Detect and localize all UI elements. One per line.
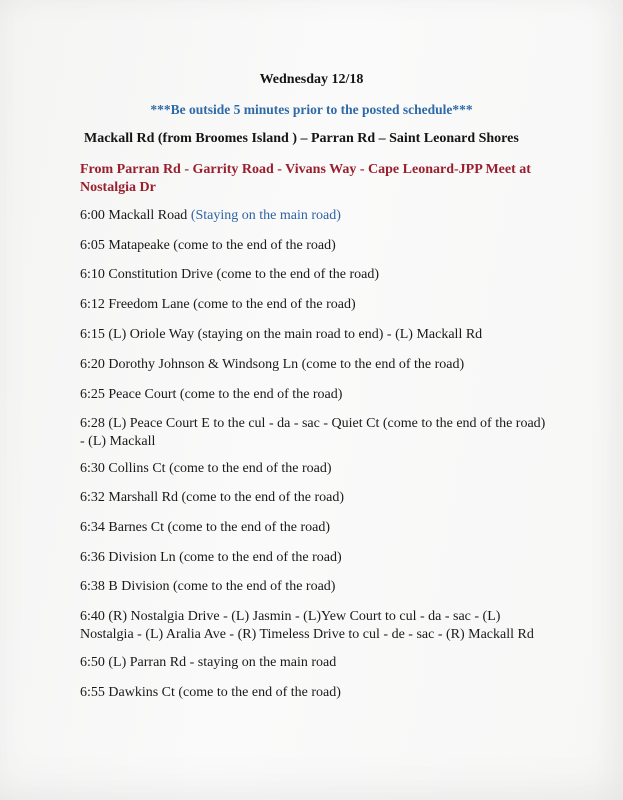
timing-notice: ***Be outside 5 minutes prior to the posted schedule***	[150, 102, 473, 117]
schedule-stop: 6:28 (L) Peace Court E to the cul - da - sac - Quiet Ct (come to the end of the road) - (L) Mackall	[80, 416, 546, 449]
schedule-stop: 6:34 Barnes Ct (come to the end of the road)	[80, 520, 330, 535]
schedule-stop: 6:50 (L) Parran Rd - staying on the main road	[80, 655, 337, 670]
schedule-stop: 6:36 Division Ln (come to the end of the road)	[80, 550, 342, 565]
schedule-stop: 6:30 Collins Ct (come to the end of the road)	[80, 461, 332, 476]
schedule-stop: 6:10 Constitution Drive (come to the end of the road)	[80, 267, 379, 282]
schedule-stop: 6:12 Freedom Lane (come to the end of the road)	[80, 297, 356, 312]
schedule-stop: 6:40 (R) Nostalgia Drive - (L) Jasmin - (L)Yew Court to cul - da - sac - (L) Nostalgia - (L) Aralia Ave - (R) Timeless Drive to cul - de - sac - (R) Mackall Rd	[80, 609, 534, 642]
schedule-stop: 6:32 Marshall Rd (come to the end of the road)	[80, 490, 344, 505]
schedule-stop	[80, 207, 550, 225]
schedule-stop: 6:55 Dawkins Ct (come to the end of the road)	[80, 685, 341, 700]
schedule-stop: 6:25 Peace Court (come to the end of the road)	[80, 387, 343, 402]
stop-text: 6:00 Mackall Road	[80, 208, 191, 223]
route-heading: Mackall Rd (from Broomes Island ) – Parran Rd – Saint Leonard Shores	[84, 131, 519, 146]
schedule-stop: 6:38 B Division (come to the end of the road)	[80, 579, 336, 594]
page-title: Wednesday 12/18	[259, 72, 364, 87]
schedule-stop: 6:05 Matapeake (come to the end of the road)	[80, 238, 336, 253]
schedule-stop: 6:20 Dorothy Johnson & Windsong Ln (come to the end of the road)	[80, 357, 465, 372]
stop-note: (Staying on the main road)	[190, 208, 341, 223]
schedule-stop: 6:15 (L) Oriole Way (staying on the main road to end) - (L) Mackall Rd	[80, 327, 483, 342]
route-start-heading: From Parran Rd - Garrity Road - Vivans Way - Cape Leonard-JPP Meet at Nostalgia Dr	[80, 162, 531, 195]
